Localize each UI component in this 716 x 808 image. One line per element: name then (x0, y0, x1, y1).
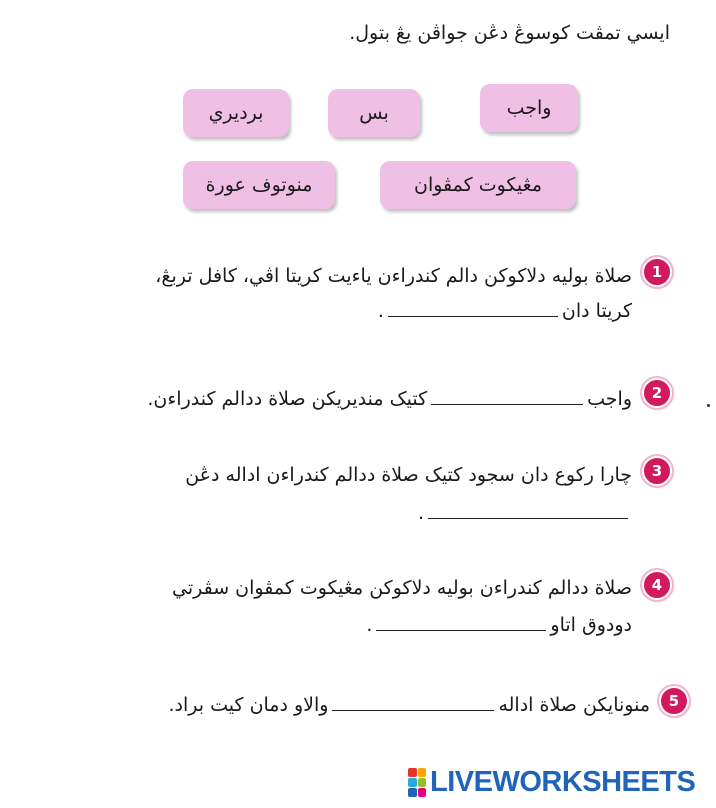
question-4-line-1: صلاة ددالم كندراءن بوليه دلاكوكن مڠيكوت كمڤوان سڤرتي (171, 577, 632, 599)
word-chip-menutup-aurat[interactable]: منوتوف عورة (183, 161, 335, 209)
question-5-text-before: منونايكن صلاة اداله (498, 694, 650, 716)
question-3-line-1: چارا ركوع دان سجود كتيک صلاة ددالم كندراءن اداله دڠن (185, 464, 632, 486)
question-3-line-2 (418, 500, 632, 526)
word-chip-bas[interactable]: بس (328, 89, 420, 137)
question-number-badge: 2 (642, 378, 672, 408)
question-4-end: . (366, 614, 373, 636)
question-2-line-1 (147, 386, 632, 412)
stray-dot (707, 404, 710, 407)
answer-blank-5[interactable] (332, 692, 494, 711)
question-number-badge: 5 (659, 686, 689, 716)
answer-blank-2[interactable] (431, 386, 583, 405)
question-number-badge: 1 (642, 257, 672, 287)
question-2-text-before: واجب (587, 388, 632, 410)
question-5-text-after: والاو دمان كيت براد. (168, 694, 329, 716)
answer-blank-4[interactable] (376, 612, 546, 631)
question-4-line-2 (366, 612, 632, 638)
question-1-line-1: صلاة بوليه دلاكوكن دالم كندراءن ياءيت كريتا اڤي، كافل تربڠ، (155, 265, 632, 287)
question-2-text-after: كتيک منديريكن صلاة ددالم كندراءن. (147, 388, 428, 410)
question-5-line-1 (169, 692, 651, 718)
question-3-end: . (417, 502, 424, 524)
word-chip-berdiri[interactable]: برديري (183, 89, 289, 137)
question-1-line-2 (378, 298, 632, 324)
footer-logo (408, 766, 695, 799)
word-chip-mengikut-kemampuan[interactable]: مڠيكوت كمڤوان (380, 161, 576, 209)
question-1-text: كريتا دان (561, 300, 632, 322)
question-number-badge: 3 (642, 456, 672, 486)
word-chip-wajib[interactable]: واجب (480, 84, 578, 132)
question-1-end: . (377, 300, 384, 322)
answer-blank-1[interactable] (388, 298, 558, 317)
question-number-badge: 4 (642, 570, 672, 600)
question-4-text: دودوق اتاو (550, 614, 632, 636)
instruction-text: ايسي تمڤت كوسوڠ دڠن جواڤن يڠ بتول. (349, 22, 670, 44)
liveworksheets-logo-icon (408, 768, 426, 798)
brand-name: LIVEWORKSHEETS (430, 766, 696, 798)
answer-blank-3[interactable] (428, 500, 628, 519)
